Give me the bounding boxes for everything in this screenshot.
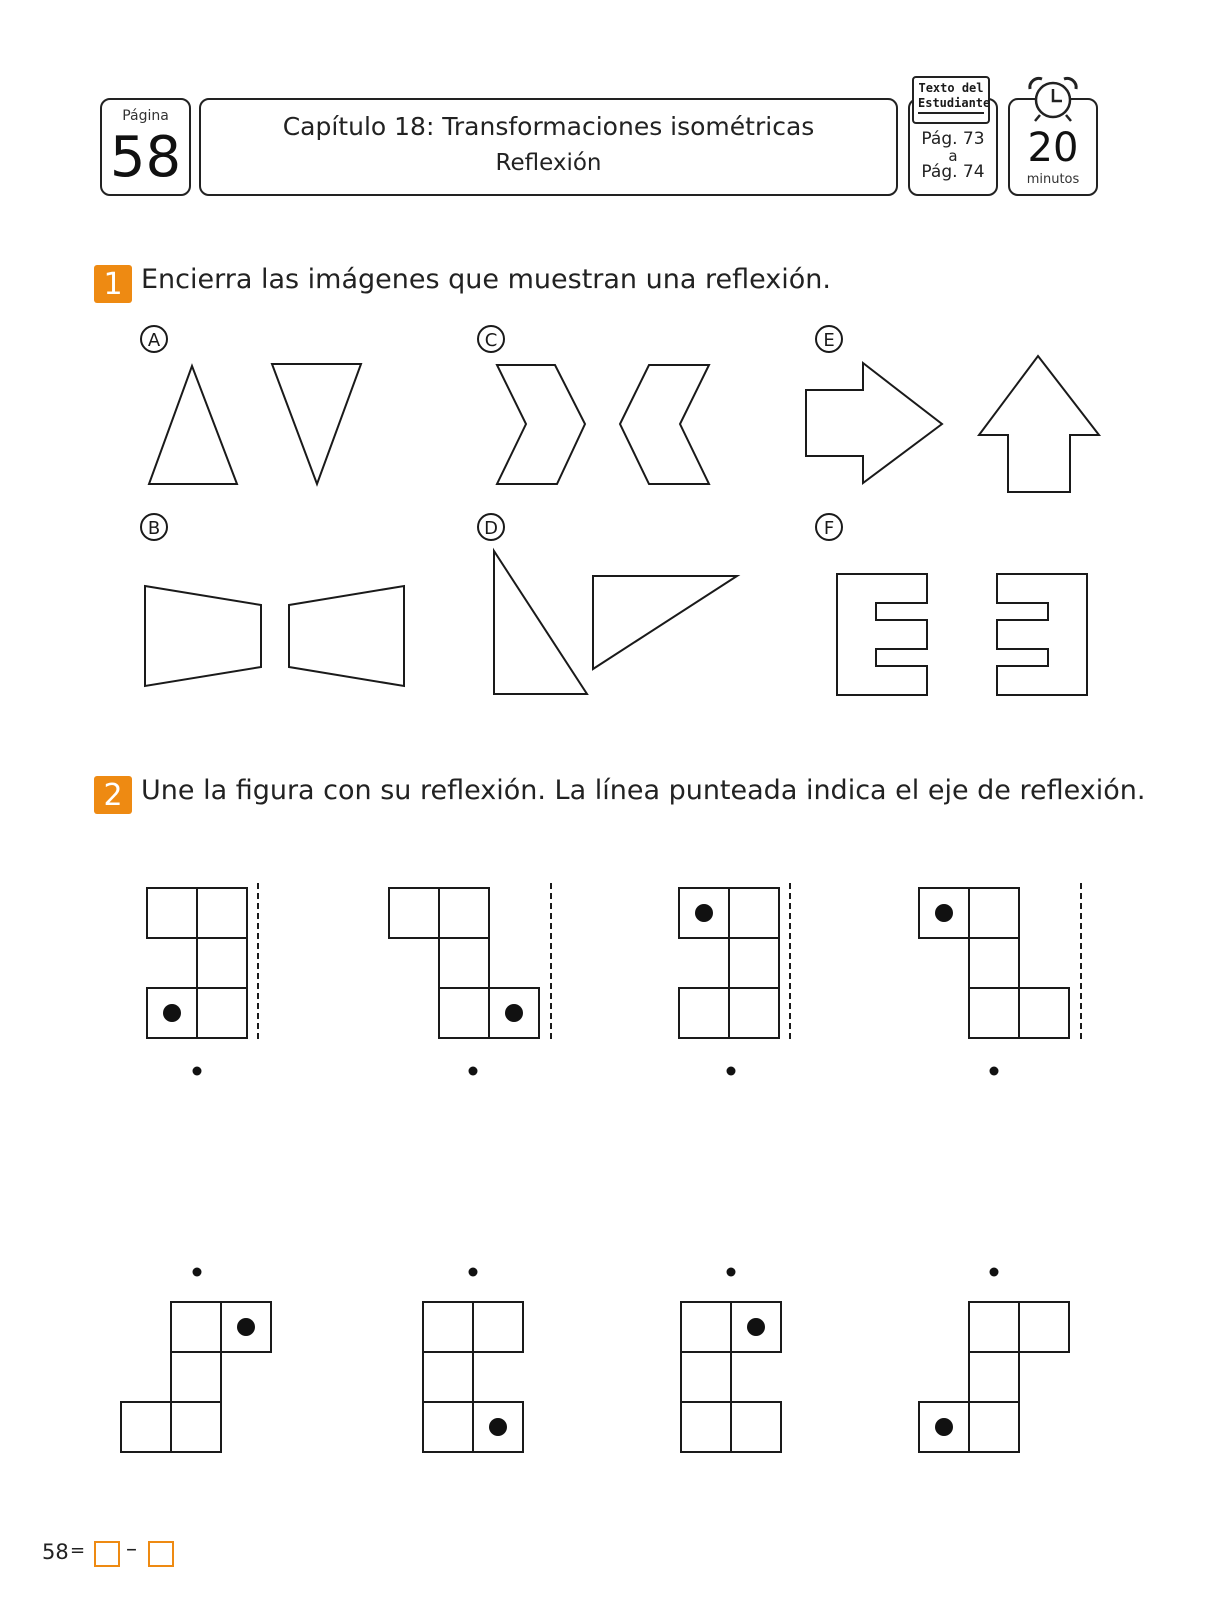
- option-e-shapes[interactable]: [806, 356, 1099, 492]
- ref-to: Pág. 74: [921, 162, 985, 182]
- option-label-a: [141, 326, 167, 352]
- ref-sep: a: [948, 147, 958, 165]
- book-line-1: Texto del: [918, 81, 984, 95]
- page-number: 58: [109, 125, 182, 190]
- connect-dot-bottom-1[interactable]: [193, 1268, 202, 1277]
- connect-dot-bottom-4[interactable]: [990, 1268, 999, 1277]
- option-label-d: [478, 514, 504, 540]
- connect-dot-top-3[interactable]: [727, 1067, 736, 1076]
- connect-dot-bottom-2[interactable]: [469, 1268, 478, 1277]
- option-f-shapes[interactable]: [837, 574, 1087, 695]
- top-figure-3: [679, 883, 790, 1040]
- option-c-shapes[interactable]: [497, 365, 709, 484]
- book-icon: [912, 76, 990, 124]
- time-value: 20: [1027, 125, 1079, 171]
- connect-dot-top-1[interactable]: [193, 1067, 202, 1076]
- svg-text:C: C: [484, 330, 498, 351]
- time-unit: minutos: [1026, 172, 1080, 187]
- chapter-title: Capítulo 18: Transformaciones isométricas: [282, 112, 815, 141]
- option-d-shapes[interactable]: [494, 551, 737, 694]
- top-figure-1: [147, 883, 258, 1040]
- svg-text:A: A: [147, 330, 161, 351]
- question-2-number: 2: [94, 776, 132, 814]
- connect-dot-bottom-3[interactable]: [727, 1268, 736, 1277]
- bottom-figure-4: [919, 1302, 1069, 1452]
- option-label-b: [141, 514, 167, 540]
- ref-from: Pág. 73: [921, 129, 985, 149]
- option-label-e: [816, 326, 842, 352]
- footer-page-number: 58: [42, 1540, 69, 1564]
- top-figure-4: [919, 883, 1081, 1040]
- page-label: Página: [122, 108, 169, 124]
- top-figure-2: [389, 883, 551, 1040]
- svg-text:E: E: [823, 330, 835, 351]
- alarm-clock-icon: [1024, 75, 1082, 125]
- connect-dot-top-2[interactable]: [469, 1067, 478, 1076]
- option-label-c: [478, 326, 504, 352]
- svg-text:B: B: [147, 518, 161, 539]
- option-a-shapes[interactable]: [149, 364, 361, 484]
- question-1-text: Encierra las imágenes que muestran una reflexión.: [141, 264, 831, 295]
- footer-minus: –: [126, 1537, 137, 1562]
- question-1-number: 1: [94, 265, 132, 303]
- footer-equals: =: [70, 1540, 86, 1561]
- book-line-2: Estudiante: [918, 96, 991, 110]
- chapter-subtitle: Reflexión: [495, 150, 602, 176]
- connect-dot-top-4[interactable]: [990, 1067, 999, 1076]
- bottom-figure-3: [681, 1302, 781, 1452]
- bottom-figure-1: [121, 1302, 271, 1452]
- question-2-text: Une la figura con su reflexión. La línea punteada indica el eje de reflexión.: [141, 775, 1146, 806]
- svg-text:F: F: [823, 518, 835, 539]
- svg-text:D: D: [484, 518, 498, 539]
- bottom-figure-2: [423, 1302, 523, 1452]
- option-b-shapes[interactable]: [145, 586, 404, 686]
- option-label-f: [816, 514, 842, 540]
